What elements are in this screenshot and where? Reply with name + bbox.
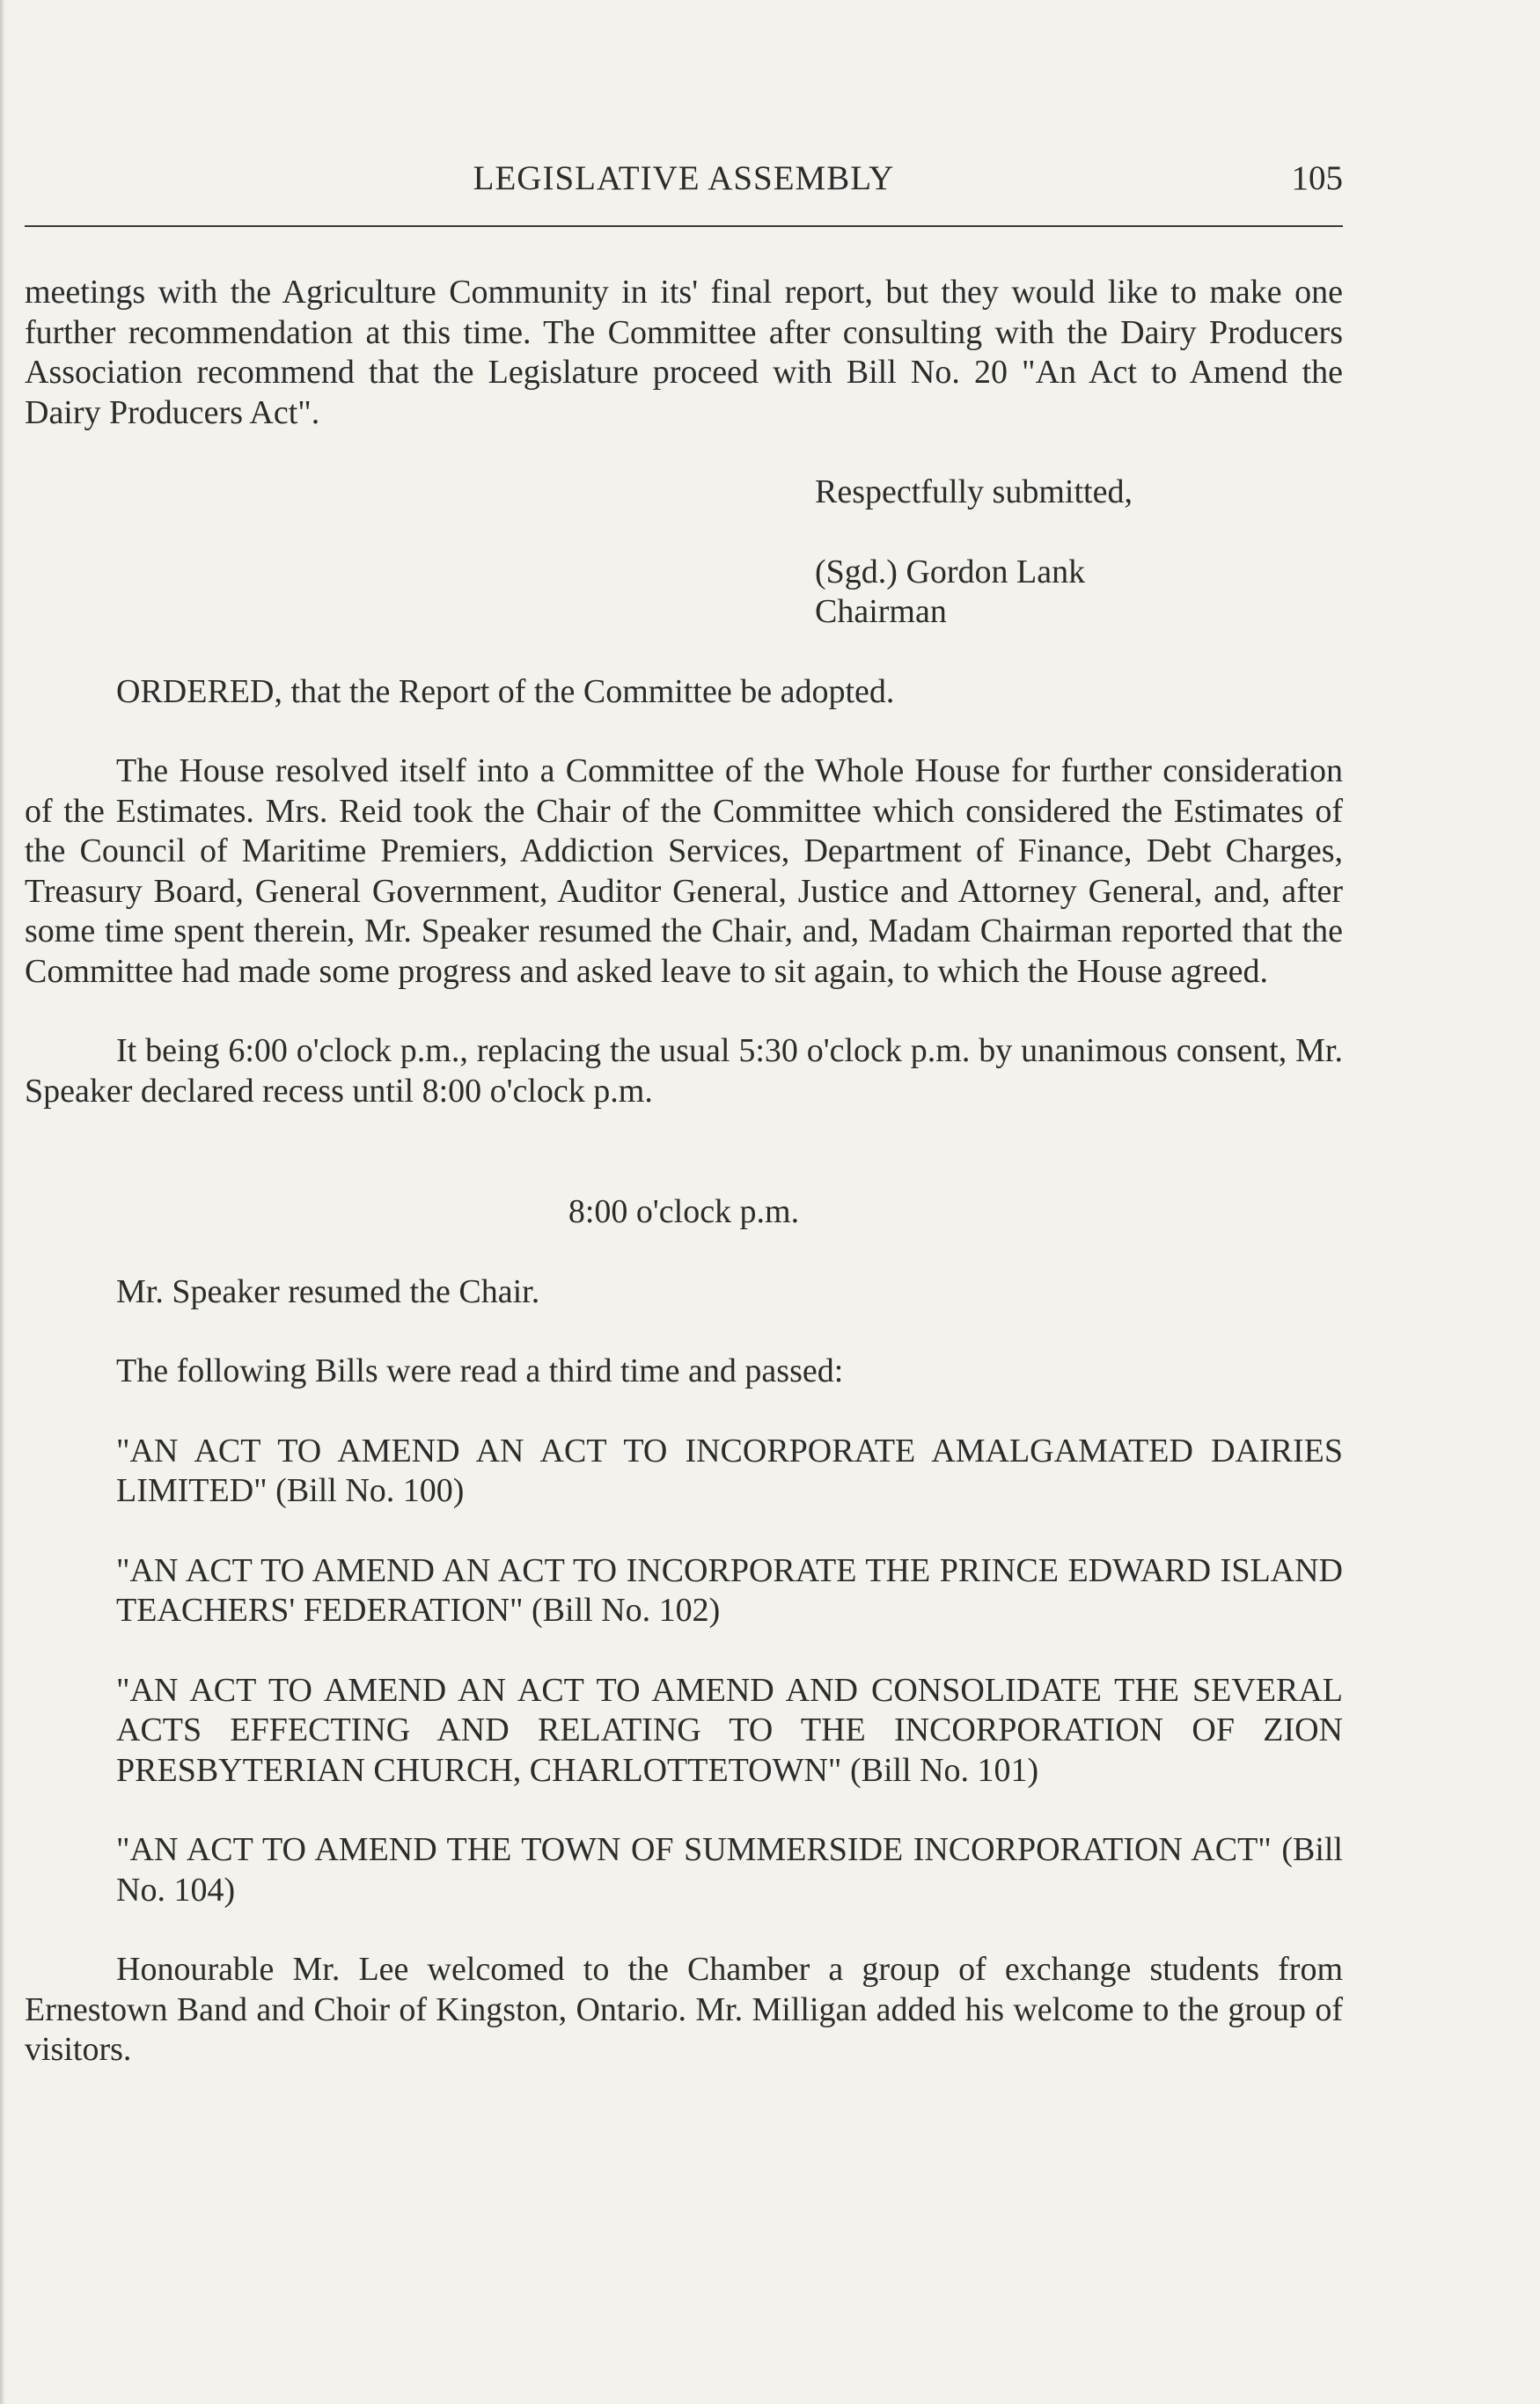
- running-head: LEGISLATIVE ASSEMBLY: [473, 159, 895, 197]
- header-rule: [25, 225, 1343, 227]
- bill-item: "AN ACT TO AMEND THE TOWN OF SUMMERSIDE INCORPORATION ACT" (Bill No. 104): [116, 1831, 1343, 1909]
- paragraph-speaker-resumed: Mr. Speaker resumed the Chair.: [116, 1272, 540, 1310]
- signature-block: [815, 553, 1343, 633]
- paragraph-report-continued: meetings with the Agriculture Community in its' final report, but they would like to make one further recommendation at this time. The Committee after consulting with the Dairy Producers Association recommend that the Legislature proceed with Bill No. 20 "An Act to Amend the Dairy Producers Act".: [25, 274, 1343, 431]
- paragraph-ordered: ORDERED, that the Report of the Committee be adopted.: [116, 672, 895, 710]
- signature-title: Chairman: [815, 593, 947, 630]
- signature-name: (Sgd.) Gordon Lank: [815, 553, 1086, 590]
- body-text: [25, 273, 1343, 2071]
- bill-item: "AN ACT TO AMEND AN ACT TO AMEND AND CONSOLIDATE THE SEVERAL ACTS EFFECTING AND RELATING TO THE INCORPORATION OF ZION PRESBYTERIAN CHURCH, CHARLOTTETOWN" (Bill No. 101): [116, 1671, 1343, 1789]
- time-heading: 8:00 o'clock p.m.: [568, 1193, 800, 1230]
- bill-item: "AN ACT TO AMEND AN ACT TO INCORPORATE AMALGAMATED DAIRIES LIMITED" (Bill No. 100): [116, 1432, 1343, 1509]
- page-edge-shadow: [0, 0, 5, 2404]
- paragraph-recess: It being 6:00 o'clock p.m., replacing the usual 5:30 o'clock p.m. by unanimous consent, Mr. Speaker declared recess until 8:00 o'clock p.m.: [25, 1032, 1343, 1110]
- paragraph-welcome: Honourable Mr. Lee welcomed to the Chamber a group of exchange students from Ernestown Band and Choir of Kingston, Ontario. Mr. Milligan added his welcome to the group of visitors.: [25, 1951, 1343, 2068]
- page-number: 105: [1291, 159, 1343, 197]
- closing-respectfully: Respectfully submitted,: [815, 473, 1133, 510]
- page-header: [25, 158, 1343, 211]
- bill-item: "AN ACT TO AMEND AN ACT TO INCORPORATE THE PRINCE EDWARD ISLAND TEACHERS' FEDERATION" (Bill No. 102): [116, 1551, 1343, 1629]
- paragraph-committee-of-whole: The House resolved itself into a Committee of the Whole House for further consideration of the Estimates. Mrs. Reid took the Chair of the Committee which considered the Estimates of the Council of Maritime Premiers, Addiction Services, Department of Finance, Debt Charges, Treasury Board, General Government, Auditor General, Justice and Attorney General, and, after some time spent therein, Mr. Speaker resumed the Chair, and, Madam Chairman reported that the Committee had made some progress and asked leave to sit again, to which the House agreed.: [25, 752, 1343, 990]
- paragraph-bills-intro: The following Bills were read a third time and passed:: [116, 1352, 844, 1389]
